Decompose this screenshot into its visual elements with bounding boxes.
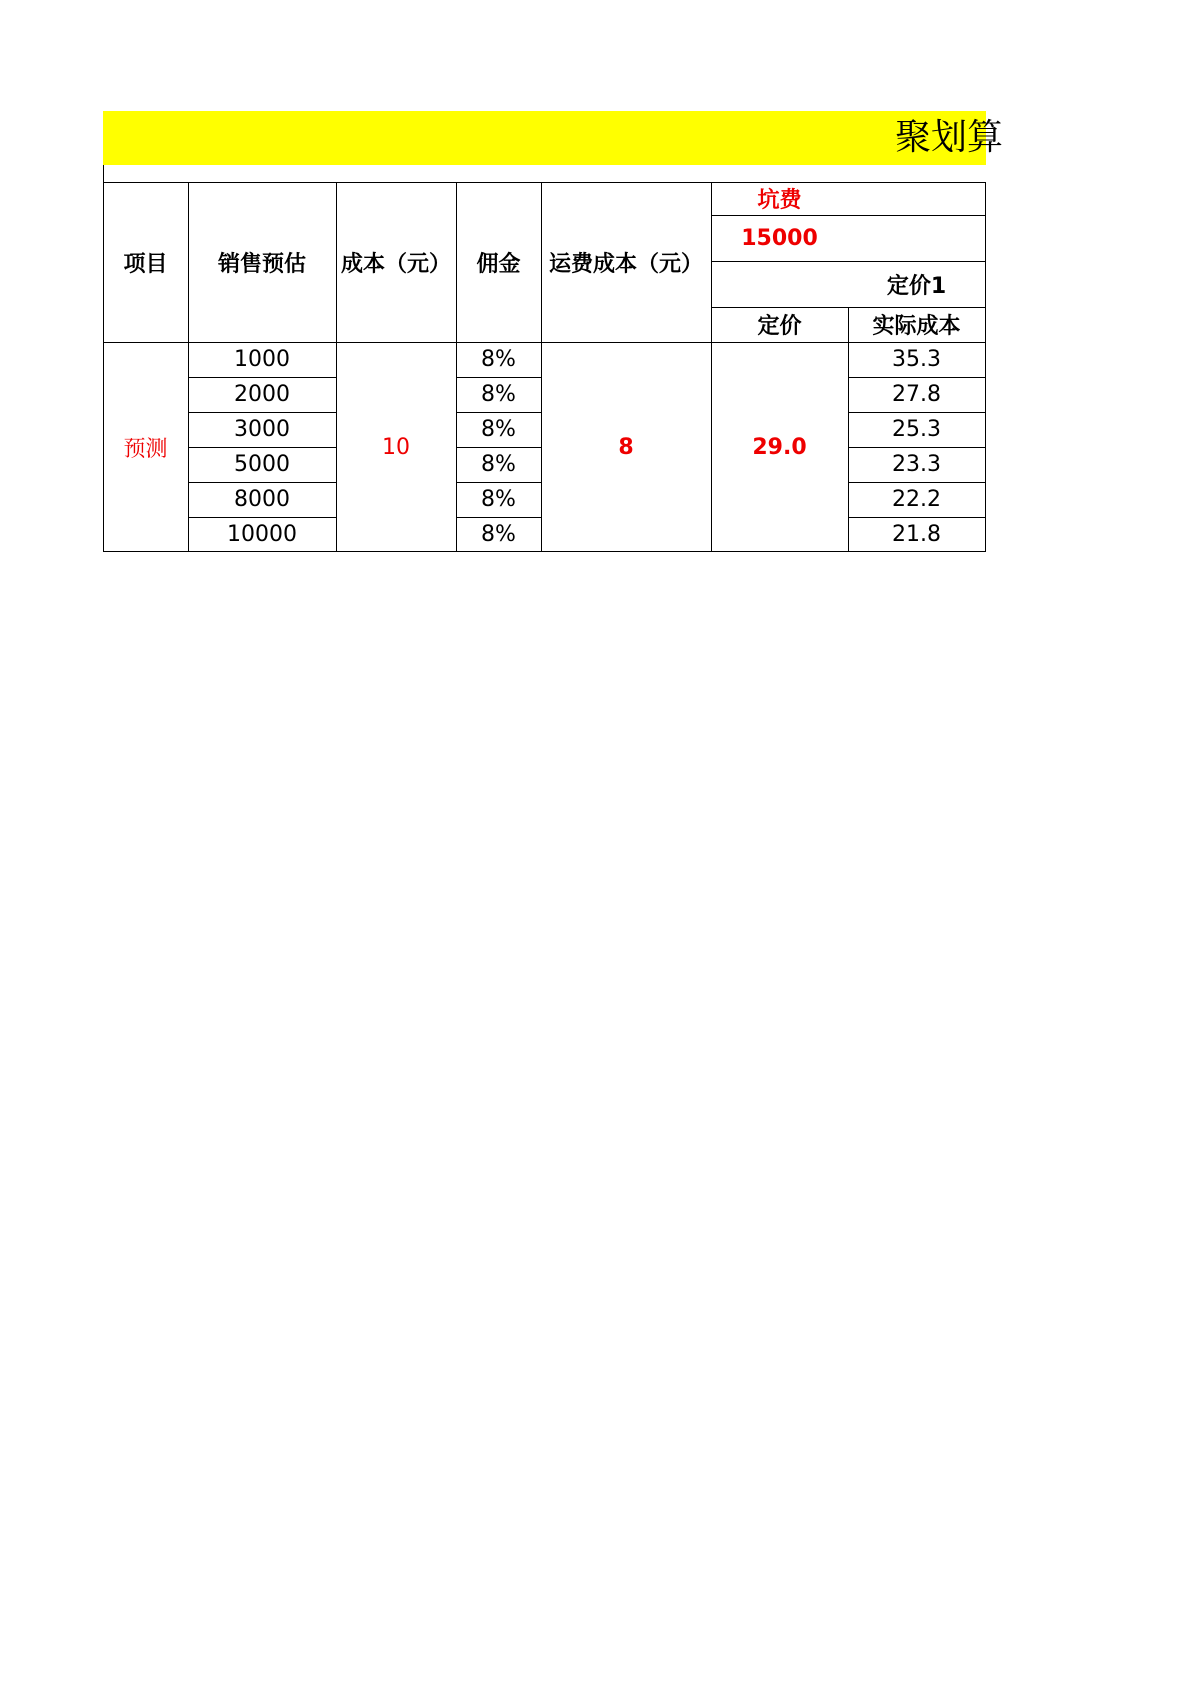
header-sales-estimate: 销售预估	[217, 251, 306, 277]
sales-cell: 3000	[234, 417, 290, 442]
cost-value: 10	[382, 434, 410, 460]
sales-cell: 5000	[234, 452, 290, 477]
price-value: 29.0	[752, 434, 807, 460]
header-actual-cost: 实际成本	[872, 314, 961, 339]
sales-cell: 1000	[234, 347, 290, 372]
title-banner	[103, 111, 1004, 165]
actual-cost-cell: 35.3	[892, 347, 941, 372]
header-price: 定价	[757, 314, 802, 339]
actual-cost-cell: 25.3	[892, 417, 941, 442]
commission-cell: 8%	[481, 347, 516, 372]
actual-cost-cell: 21.8	[892, 522, 941, 547]
actual-cost-cell: 27.8	[892, 382, 941, 407]
header-item: 项目	[123, 251, 168, 277]
commission-cell: 8%	[481, 487, 516, 512]
commission-cell: 8%	[481, 522, 516, 547]
header-cost: 成本（元）	[340, 251, 451, 277]
pricing-table	[103, 182, 986, 552]
row-label-forecast: 预测	[123, 436, 168, 462]
commission-cell: 8%	[481, 452, 516, 477]
commission-cell: 8%	[481, 382, 516, 407]
sales-cell: 2000	[234, 382, 290, 407]
grid-line	[985, 182, 986, 552]
blank-row	[103, 165, 986, 182]
header-slot-fee-value: 15000	[741, 225, 818, 251]
header-pricing-group: 定价1	[886, 273, 947, 299]
header-commission: 佣金	[476, 251, 521, 277]
sales-cell: 8000	[234, 487, 290, 512]
actual-cost-cell: 22.2	[892, 487, 941, 512]
header-slot-fee-label: 坑费	[757, 188, 802, 213]
shipping-cost-value: 8	[618, 434, 634, 460]
commission-cell: 8%	[481, 417, 516, 442]
header-shipping-cost: 运费成本（元）	[548, 251, 703, 277]
sales-cell: 10000	[227, 522, 297, 547]
sheet-title: 聚划算	[895, 117, 1004, 158]
actual-cost-cell: 23.3	[892, 452, 941, 477]
